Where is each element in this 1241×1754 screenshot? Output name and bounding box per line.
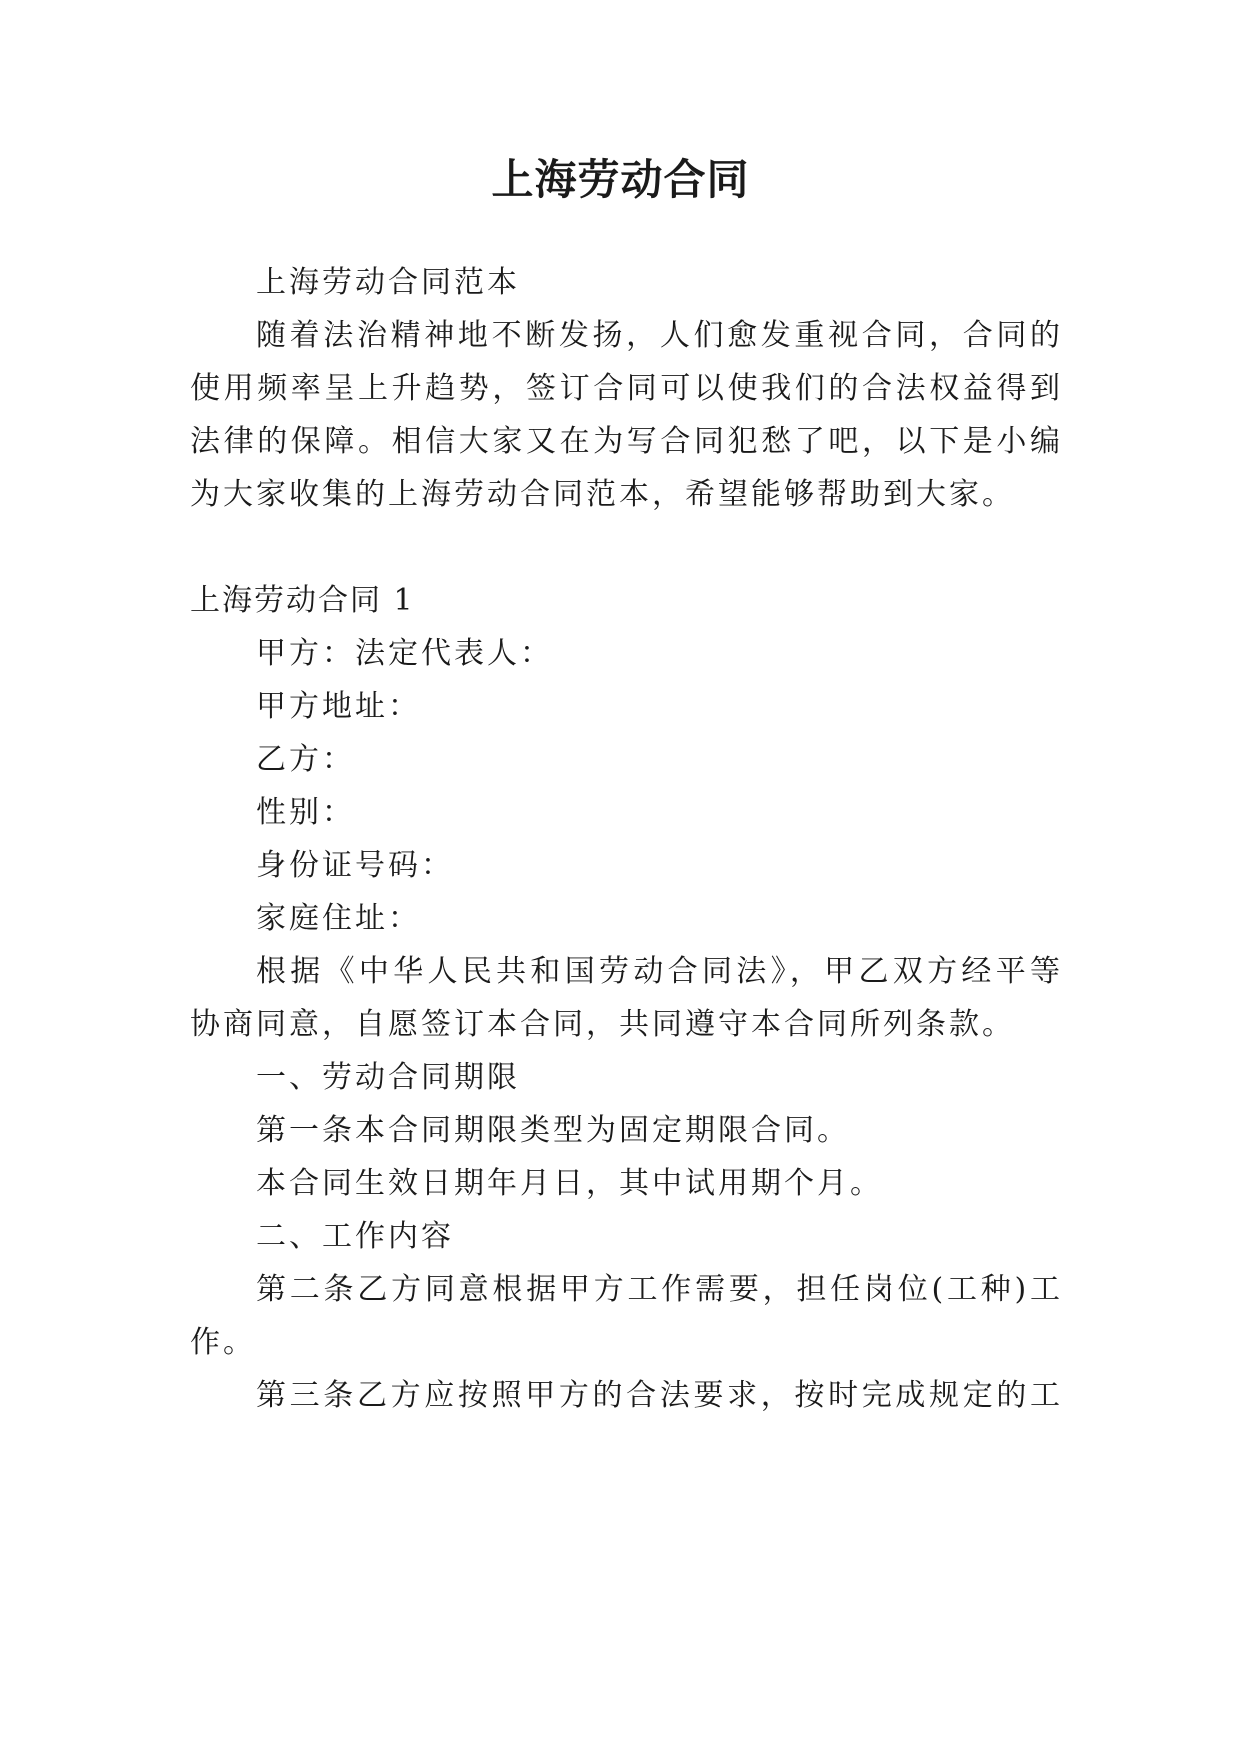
- field-line: 甲方地址：: [256, 689, 421, 724]
- field-line: 性别：: [256, 795, 355, 830]
- clause-line: 作。: [190, 1325, 256, 1360]
- field-line: 身份证号码：: [256, 848, 454, 883]
- clause-line: 本合同生效日期年月日，其中试用期个月。: [256, 1166, 883, 1201]
- clause-line: 第三条乙方应按照甲方的合法要求，按时完成规定的工: [256, 1378, 1060, 1413]
- paragraph-line: 法律的保障。相信大家又在为写合同犯愁了吧，以下是小编: [190, 424, 1060, 459]
- paragraph-line: 随着法治精神地不断发扬，人们愈发重视合同，合同的: [256, 318, 1060, 353]
- section-heading: 上海劳动合同 1: [190, 583, 415, 618]
- field-line: 家庭住址：: [256, 901, 421, 936]
- paragraph-line: 协商同意，自愿签订本合同，共同遵守本合同所列条款。: [190, 1007, 1015, 1042]
- paragraph-line: 为大家收集的上海劳动合同范本，希望能够帮助到大家。: [190, 477, 1015, 512]
- field-line: 乙方：: [256, 742, 355, 777]
- document-title: 上海劳动合同: [491, 155, 750, 204]
- subtitle-line: 上海劳动合同范本: [256, 265, 520, 300]
- clause-heading: 一、劳动合同期限: [256, 1060, 520, 1095]
- clause-heading: 二、工作内容: [256, 1219, 454, 1254]
- clause-line: 第二条乙方同意根据甲方工作需要，担任岗位(工种)工: [256, 1272, 1060, 1307]
- clause-line: 第一条本合同期限类型为固定期限合同。: [256, 1113, 850, 1148]
- paragraph-line: 根据《中华人民共和国劳动合同法》，甲乙双方经平等: [256, 954, 1060, 989]
- field-line: 甲方：法定代表人：: [256, 636, 553, 671]
- paragraph-line: 使用频率呈上升趋势，签订合同可以使我们的合法权益得到: [190, 371, 1060, 406]
